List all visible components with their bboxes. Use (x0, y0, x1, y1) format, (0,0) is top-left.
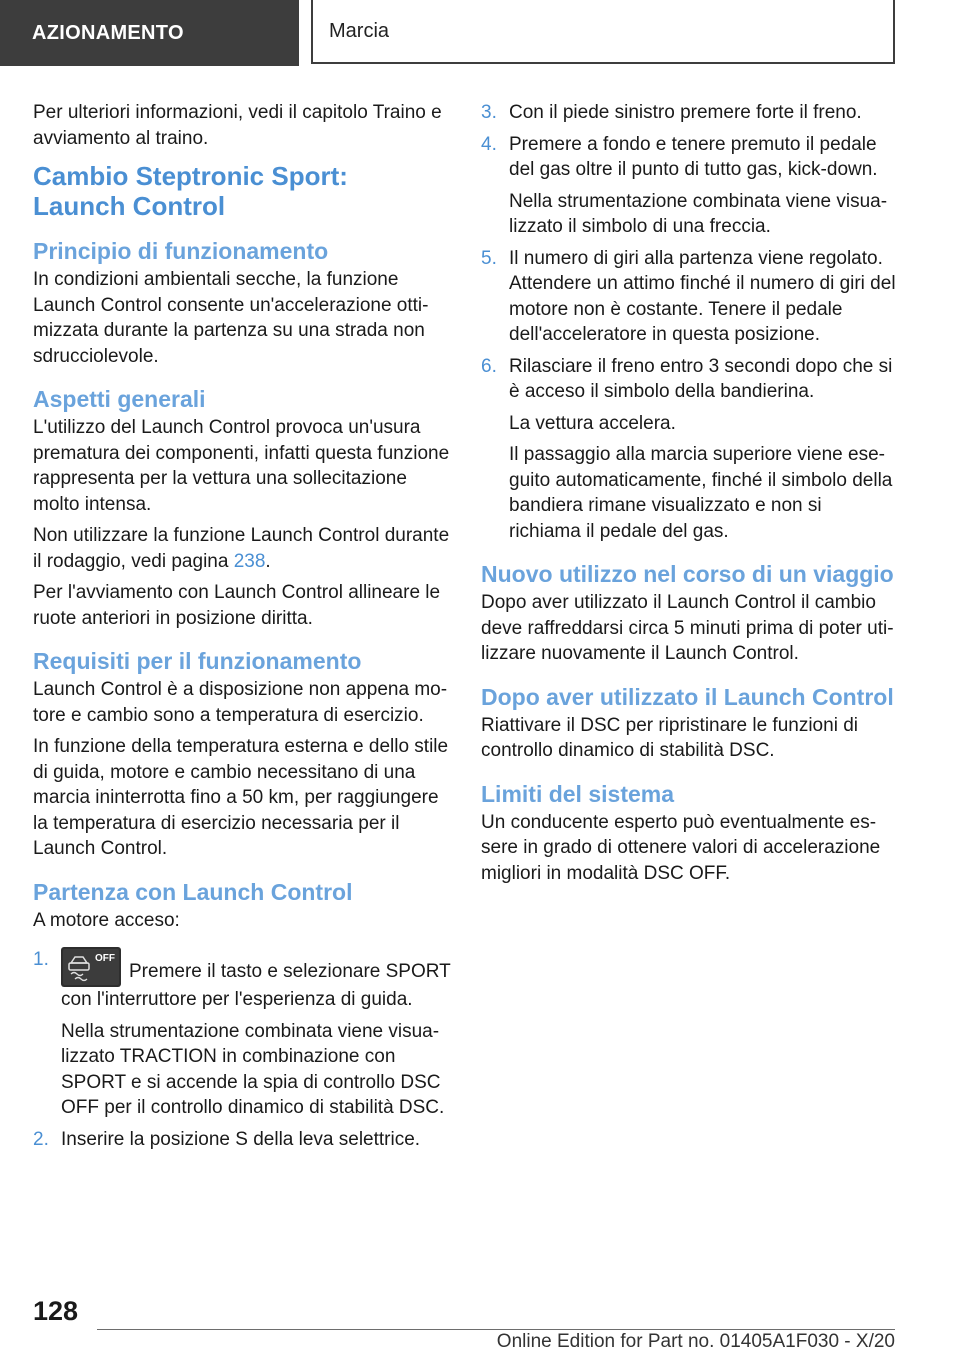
step-1 (33, 947, 451, 1121)
step-5-number: 5. (481, 247, 497, 269)
steps-list-left (33, 947, 451, 1152)
paragraph-dopo-utilizzo: Riattivare il DSC per ripristinare le funzioni di controllo dinamico di stabilità DSC. (481, 714, 858, 761)
intro-paragraph: Per ulteriori informazioni, vedi il capitolo Traino e avviamento al traino. (33, 102, 442, 149)
dsc-off-button-icon (61, 947, 121, 987)
left-column (33, 100, 451, 1158)
heading-principio: Principio di funzionamento (33, 238, 329, 264)
steps-list-right (481, 100, 897, 544)
step-5 (481, 246, 897, 348)
step-5-text: Il numero di giri alla partenza viene regolato. Attendere un attimo finché il numero di giri del motore non è costante. Tenere il pedale dell'acceleratore in questa posizione. (509, 247, 896, 345)
step-1-subtext: Nella strumentazione combinata viene visualizzato TRACTION in combinazione con SPORT e si accende la spia di controllo DSC OFF per il controllo dinamico di stabilità DSC. (61, 1020, 445, 1118)
dsc-off-icon-graphic (61, 947, 121, 987)
section-title-box (311, 0, 895, 64)
paragraph-requisiti-2: In funzione della temperatura esterna e dello stile di guida, motore e cambio necessitano di una marcia ininterrotta fino a 50 km, per raggiungere la temperatura di esercizio necessaria per il Launch Control. (33, 736, 449, 859)
step-2-number: 2. (33, 1128, 49, 1150)
heading-aspetti: Aspetti generali (33, 386, 206, 412)
heading-limiti: Limiti del sistema (481, 780, 675, 807)
heading-partenza: Partenza con Launch Control (33, 878, 353, 905)
edition-footer: Online Edition for Part no. 01405A1F030 - X/20 (496, 1331, 895, 1352)
paragraph-partenza: A motore acceso: (33, 909, 180, 931)
step-4-text: Premere a fondo e tenere premuto il pedale del gas oltre il punto di tutto gas, kick-down. (509, 133, 878, 180)
step-6-subtext-1: La vettura accelera. (509, 412, 676, 434)
step-6 (481, 354, 897, 545)
step-4 (481, 132, 897, 240)
section-title: Marcia (329, 19, 390, 42)
paragraph-aspetti-3: Per l'avviamento con Launch Control allineare le ruote anteriori in posizione diritta. (33, 582, 441, 629)
step-3-number: 3. (481, 102, 497, 123)
paragraph-requisiti-1: Launch Control è a disposizione non appena motore e cambio sono a temperatura di esercizio. (33, 679, 448, 726)
aspetti-2-end: . (265, 550, 271, 572)
main-title-line2: Launch Control (33, 191, 226, 221)
paragraph-aspetti-1: L'utilizzo del Launch Control provoca un'usura prematura dei componenti, infatti questa funzione rappresenta per la vettura una sollecitazione molto intensa. (33, 417, 450, 515)
step-4-number: 4. (481, 133, 497, 155)
heading-requisiti: Requisiti per il funzionamento (33, 648, 362, 674)
right-column (481, 100, 897, 892)
paragraph-aspetti-2 (33, 523, 451, 574)
step-3 (481, 100, 897, 126)
step-6-text: Rilasciare il freno entro 3 secondi dopo che si è acceso il simbolo della bandierina. (509, 355, 893, 402)
step-2 (33, 1127, 451, 1153)
dsc-off-icon-label: OFF (95, 953, 115, 964)
footer-divider (97, 1329, 895, 1330)
chapter-label: AZIONAMENTO (32, 21, 184, 44)
heading-dopo-utilizzo: Dopo aver utilizzato il Launch Control (481, 683, 894, 710)
chapter-tab (0, 0, 299, 66)
page-number: 128 (33, 1296, 79, 1326)
step-1-number: 1. (33, 949, 49, 970)
step-1-instruction: Premere il tasto e selezionare SPORT con l'interruttore per l'esperienza di guida. (61, 961, 451, 1010)
step-4-subtext: Nella strumentazione combinata viene visualizzato il simbolo di una freccia. (509, 190, 888, 237)
heading-nuovo-utilizzo: Nuovo utilizzo nel corso di un viaggio (481, 561, 894, 587)
step-6-number: 6. (481, 355, 497, 377)
aspetti-2-text: Non utilizzare la funzione Launch Control durante il rodaggio, vedi pagina (33, 525, 450, 572)
step-6-subtext-2: Il passaggio alla marcia superiore viene eseguito automaticamente, finché il simbolo della bandiera rimane visualizzato e non si richiama il pedale del gas. (509, 444, 893, 542)
paragraph-nuovo-utilizzo: Dopo aver utilizzato il Launch Control il cambio deve raffreddarsi circa 5 minuti prima di poter utilizzare nuovamente il Launch Control. (481, 592, 894, 664)
step-1-text (61, 947, 451, 1013)
paragraph-limiti: Un conducente esperto può eventualmente essere in grado di ottenere valori di accelerazione migliori in modalità DSC OFF. (481, 811, 881, 884)
main-title-line1: Cambio Steptronic Sport: (33, 161, 348, 191)
step-2-text: Inserire la posizione S della leva selettrice. (61, 1128, 421, 1150)
step-3-text: Con il piede sinistro premere forte il freno. (509, 102, 862, 123)
page-link-238[interactable]: 238 (233, 550, 266, 572)
main-title (33, 161, 451, 221)
paragraph-principio: In condizioni ambientali secche, la funzione Launch Control consente un'accelerazione ottimizzata durante la partenza su una strada non sdrucciolevole. (33, 269, 429, 367)
